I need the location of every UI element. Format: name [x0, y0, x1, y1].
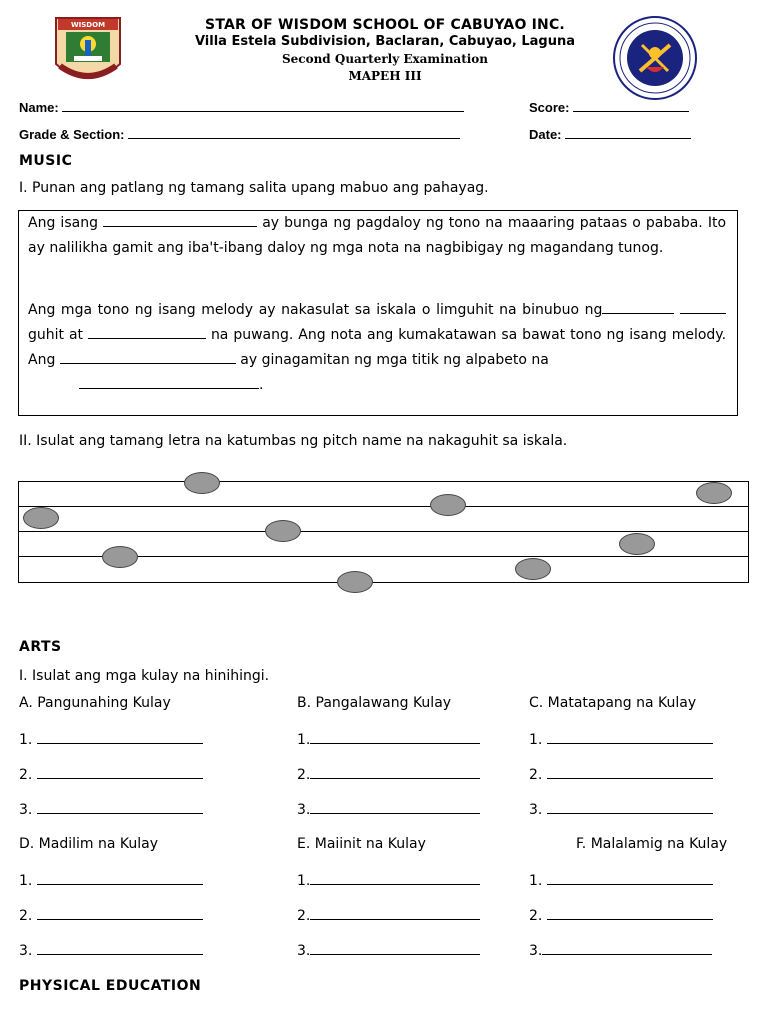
- paragraph-1: [28, 211, 726, 261]
- answer-line[interactable]: [19, 942, 203, 959]
- blank[interactable]: [310, 801, 480, 814]
- p1-text-b: ay bunga ng pagdaloy ng tono na maaaring pataas o pababa. Ito ay nalilikha gamit ang iba't-ibang daloy ng mga nota na nagbibigay ng magandang tunog.: [28, 215, 727, 256]
- item-number: 1.: [19, 873, 33, 889]
- answer-line[interactable]: [19, 801, 203, 818]
- blank-spaces-count[interactable]: [88, 326, 206, 339]
- item-number: 2.: [529, 908, 543, 924]
- note-2[interactable]: [102, 546, 138, 568]
- item-number: 1.: [529, 873, 543, 889]
- blank[interactable]: [37, 766, 203, 779]
- staff-line: [18, 531, 749, 532]
- blank[interactable]: [37, 942, 203, 955]
- group-c-heading: C. Matatapang na Kulay: [529, 695, 697, 711]
- svg-text:WISDOM: WISDOM: [70, 21, 106, 29]
- note-1[interactable]: [23, 507, 59, 529]
- p1-text-a: Ang isang: [28, 215, 98, 231]
- blank[interactable]: [310, 731, 480, 744]
- note-9[interactable]: [696, 482, 732, 504]
- group-e-heading: E. Maiinit na Kulay: [297, 836, 426, 852]
- blank[interactable]: [310, 872, 480, 885]
- answer-line[interactable]: [529, 801, 713, 818]
- item-number: 2.: [297, 908, 311, 924]
- staff-line: [18, 481, 749, 482]
- answer-line[interactable]: [19, 731, 203, 748]
- item-number: 2.: [19, 767, 33, 783]
- item-number: 3.: [297, 943, 311, 959]
- answer-line[interactable]: [19, 907, 203, 924]
- answer-line[interactable]: [529, 942, 712, 959]
- deped-seal: [612, 15, 698, 101]
- name-label: Name:: [19, 100, 59, 115]
- paragraph-2-end: [79, 373, 263, 398]
- item-number: 3.: [19, 802, 33, 818]
- group-b-heading: B. Pangalawang Kulay: [297, 695, 452, 711]
- answer-line[interactable]: [19, 766, 203, 783]
- p2-text-a: Ang mga tono ng isang melody ay nakasulat sa iskala o limguhit na binubuo ng: [28, 302, 603, 318]
- item-number: 3.: [297, 802, 311, 818]
- name-line[interactable]: [62, 100, 464, 112]
- answer-line[interactable]: [529, 907, 713, 924]
- p2-text-d: ay ginagamitan ng mga titik ng alpabeto na: [240, 352, 549, 368]
- p2-text-c: na puwang. Ang nota ang kumakatawan sa bawat tono ng isang melody. Ang: [28, 327, 727, 368]
- item-number: 3.: [529, 943, 543, 959]
- answer-line[interactable]: [297, 801, 480, 818]
- blank-lines-count[interactable]: [602, 301, 674, 314]
- note-8[interactable]: [619, 533, 655, 555]
- school-address: Villa Estela Subdivision, Baclaran, Cabuyao, Laguna: [194, 34, 576, 49]
- answer-line[interactable]: [297, 942, 480, 959]
- music-part2-instruction: II. Isulat ang tamang letra na katumbas ng pitch name na nakaguhit sa iskala.: [19, 433, 568, 449]
- group-f-heading: F. Malalamig na Kulay: [576, 836, 728, 852]
- staff-line: [18, 582, 749, 583]
- item-number: 1.: [297, 873, 311, 889]
- blank[interactable]: [37, 731, 203, 744]
- group-d-heading: D. Madilim na Kulay: [19, 836, 158, 852]
- school-name: STAR OF WISDOM SCHOOL OF CABUYAO INC.: [205, 17, 565, 33]
- answer-line[interactable]: [297, 731, 480, 748]
- paragraph-2: [28, 298, 726, 373]
- p2-text-b: guhit at: [28, 327, 84, 343]
- blank[interactable]: [547, 907, 713, 920]
- score-line[interactable]: [573, 100, 689, 112]
- item-number: 1.: [529, 732, 543, 748]
- date-label: Date:: [529, 127, 562, 142]
- blank[interactable]: [37, 801, 203, 814]
- music-part1-instruction: I. Punan ang patlang ng tamang salita upang mabuo ang pahayag.: [19, 180, 489, 196]
- answer-line[interactable]: [529, 766, 713, 783]
- exam-title: Second Quarterly Examination: [281, 52, 489, 66]
- note-3[interactable]: [184, 472, 220, 494]
- item-number: 3.: [529, 802, 543, 818]
- music-heading: MUSIC: [19, 153, 73, 169]
- pe-heading: PHYSICAL EDUCATION: [19, 978, 202, 994]
- music-fill-box: [18, 210, 738, 416]
- staff-line: [18, 506, 749, 507]
- subject-title: MAPEH III: [348, 69, 422, 83]
- arts-heading: ARTS: [19, 639, 62, 655]
- blank[interactable]: [310, 907, 480, 920]
- p2-end-period: .: [259, 377, 264, 393]
- item-number: 2.: [297, 767, 311, 783]
- blank[interactable]: [547, 766, 713, 779]
- item-number: 1.: [297, 732, 311, 748]
- school-logo: [52, 14, 124, 88]
- grade-line[interactable]: [128, 127, 460, 139]
- answer-line[interactable]: [529, 731, 713, 748]
- blank[interactable]: [310, 942, 480, 955]
- score-field: [529, 100, 689, 115]
- date-line[interactable]: [565, 127, 691, 139]
- blank[interactable]: [37, 907, 203, 920]
- grade-field: [19, 127, 460, 142]
- name-field: [19, 100, 464, 115]
- answer-line[interactable]: [297, 872, 480, 889]
- note-7[interactable]: [515, 558, 551, 580]
- blank[interactable]: [37, 872, 203, 885]
- group-a-heading: A. Pangunahing Kulay: [19, 695, 171, 711]
- blank-alphabet-letters[interactable]: [79, 376, 259, 389]
- grade-label: Grade & Section:: [19, 127, 125, 142]
- note-5[interactable]: [337, 571, 373, 593]
- arts-instruction: I. Isulat ang mga kulay na hinihingi.: [19, 668, 270, 684]
- item-number: 2.: [529, 767, 543, 783]
- blank[interactable]: [542, 942, 712, 955]
- item-number: 3.: [19, 943, 33, 959]
- item-number: 1.: [19, 732, 33, 748]
- blank[interactable]: [547, 731, 713, 744]
- blank-pitch-name[interactable]: [60, 351, 236, 364]
- blank-lines-count-cont[interactable]: [680, 301, 726, 314]
- date-field: [529, 127, 691, 142]
- blank[interactable]: [547, 801, 713, 814]
- answer-line[interactable]: [529, 872, 713, 889]
- answer-line[interactable]: [297, 766, 480, 783]
- answer-line[interactable]: [297, 907, 480, 924]
- blank-melody[interactable]: [103, 214, 257, 227]
- item-number: 2.: [19, 908, 33, 924]
- answer-line[interactable]: [19, 872, 203, 889]
- score-label: Score:: [529, 100, 570, 115]
- note-4[interactable]: [265, 520, 301, 542]
- blank[interactable]: [310, 766, 480, 779]
- blank[interactable]: [547, 872, 713, 885]
- note-6[interactable]: [430, 494, 466, 516]
